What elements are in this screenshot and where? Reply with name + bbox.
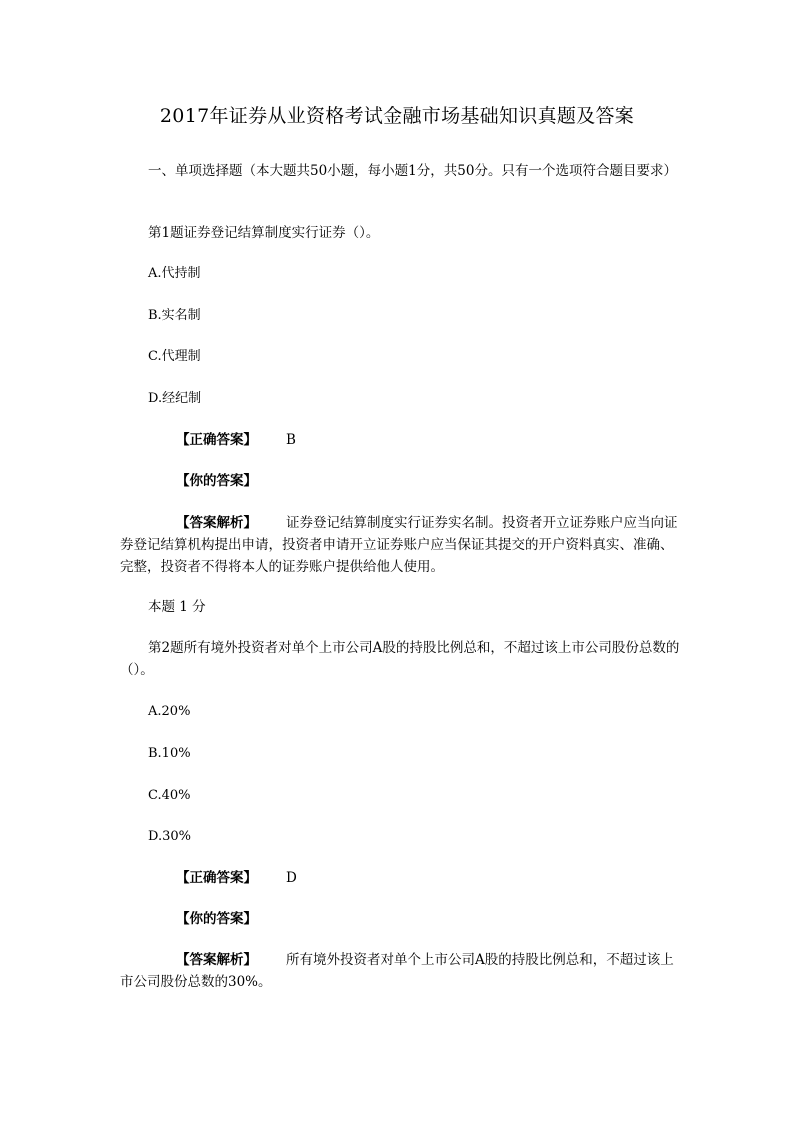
question-1-option-d: D.经纪制 (148, 391, 202, 406)
question-2-option-a: A.20% (148, 704, 191, 719)
question-2-option-b: B.10% (148, 746, 191, 761)
analysis-label: 【答案解析】 (176, 515, 257, 531)
question-2-correct-answer (176, 867, 736, 889)
analysis-label: 【答案解析】 (176, 952, 257, 968)
question-1-option-a: A.代持制 (148, 266, 201, 281)
correct-answer-value: B (286, 432, 296, 448)
question-1-stem: 第1题证券登记结算制度实行证券（）。 (148, 225, 380, 241)
question-1-analysis (120, 512, 680, 578)
question-1-score: 本题 1 分 (148, 599, 206, 615)
question-2-analysis (120, 949, 680, 993)
analysis-text: 所有境外投资者对单个上市公司A股的持股比例总和，不超过该上市公司股份总数的30%。 (120, 952, 674, 990)
question-2-your-answer (176, 908, 736, 930)
question-1-option-b: B.实名制 (148, 308, 201, 323)
document-title: 2017年证券从业资格考试金融市场基础知识真题及答案 (159, 105, 635, 127)
question-2-option-c: C.40% (148, 788, 191, 803)
question-1-option-c: C.代理制 (148, 349, 201, 364)
correct-answer-label: 【正确答案】 (176, 432, 257, 448)
your-answer-label: 【你的答案】 (176, 911, 257, 927)
question-1-correct-answer (176, 429, 736, 451)
question-2-stem: 第2题所有境外投资者对单个上市公司A股的持股比例总和，不超过该上市公司股份总数的（）。 (120, 640, 680, 678)
correct-answer-label: 【正确答案】 (176, 870, 257, 886)
analysis-text: 证券登记结算制度实行证券实名制。投资者开立证券账户应当向证券登记结算机构提出申请，投资者申请开立证券账户应当保证其提交的开户资料真实、准确、完整，投资者不得将本人的证券账户提供给他人使用。 (120, 515, 678, 575)
question-2-option-d: D.30% (148, 829, 191, 844)
question-1-your-answer (176, 470, 736, 492)
correct-answer-value: D (286, 870, 297, 886)
your-answer-label: 【你的答案】 (176, 473, 257, 489)
section-header: 一、单项选择题（本大题共50小题，每小题1分，共50分。只有一个选项符合题目要求） (148, 163, 677, 179)
